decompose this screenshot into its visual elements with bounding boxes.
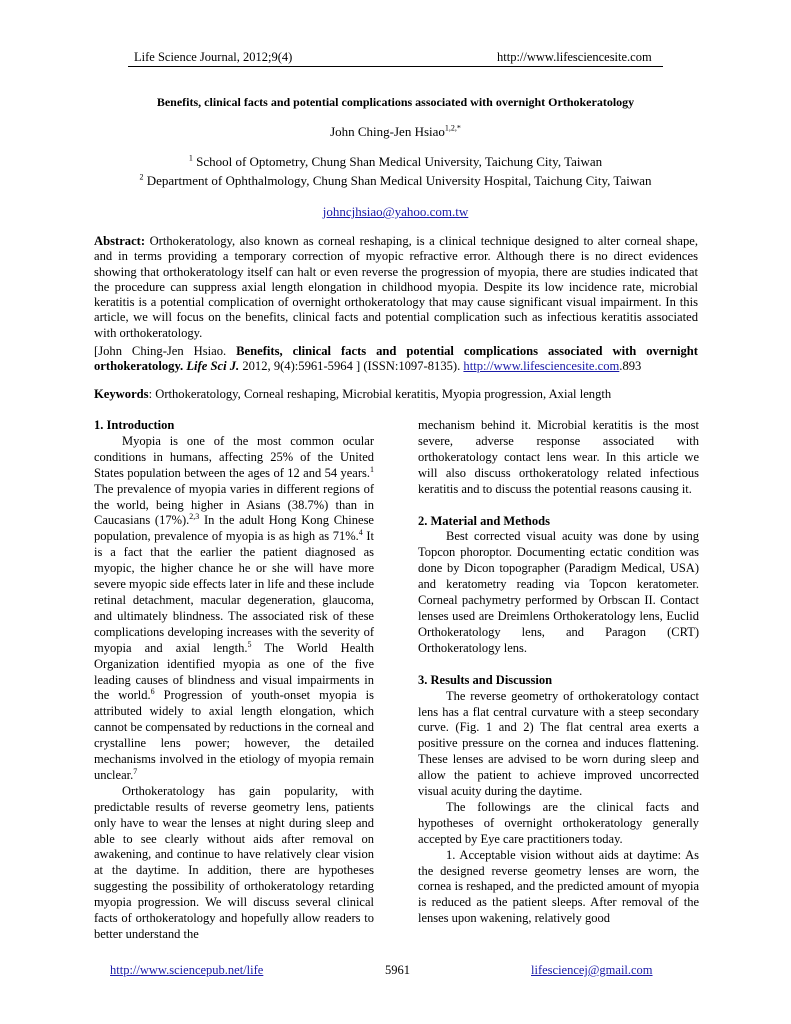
intro-paragraph-1: Myopia is one of the most common ocular conditions in humans, affecting 25% of the United States population between the ages of 12 and 54 years.$^1$ The prevalence of myopia varies in different regions of the world, being higher in Asians (38.7%) than in Caucasians (17%).$^{2,3}$ In the adult Hong Kong Chinese population, prevalence of myopia is as high as 71%.$^4$ It is a fact that the earlier the patient diagnosed as myopic, the higher chance he or she will have more severe myopic side effects later in life and these include retinal detachment, macular degeneration, glaucoma, and ultimately blindness. The associated risk of these complications developing increases with the severity of myopia and axial length.$^5$ The World Health Organization identified myopia as one of the five leading causes of blindness and visual impairments in the world.$^6$ Progression of youth-onset myopia is attributed widely to axial length elongation, which cannot be compensated by reductions in the corneal and crystalline lens power; however, the detailed mechanisms involved in the etiology of myopia remain unclear.$^7$ [94,433,375,782]
footer-email-link[interactable]: lifesciencej@gmail.com [531,963,653,977]
journal-header: Life Science Journal, 2012;9(4) [134,50,293,64]
left-column [94,418,374,943]
citation: [John Ching-Jen Hsiao. Benefits, clinical facts and potential complications associated with overnight orthokeratology. Life Sci J. 2012, 9(4):5961-5964 ] (ISSN:1097-8135). http://www.lifesciencesite.com.893 [94,344,698,374]
author-line [0,124,791,140]
author-email-link[interactable]: johncjhsiao@yahoo.com.tw [322,204,469,219]
results-paragraph-2: The followings are the clinical facts and hypotheses of overnight orthokeratology generally accepted by Eye care practitioners today. [418,799,699,846]
section-gap [418,498,699,514]
results-paragraph-1: The reverse geometry of orthokeratology contact lens has a flat central curvature with a steep secondary curve. (Fig. 1 and 2) The flat central area exerts a positive pressure on the cornea and induces flattening. These lenses are advised to be worn during sleep and allow the patient to achieve improved uncorrected visual acuity during the daytime. [418,688,699,799]
keywords-text: : Orthokeratology, Corneal reshaping, Microbial keratitis, Myopia progression, Axial length [148,387,612,401]
header-divider [128,66,663,67]
affiliation-2: $^2$ Department of Ophthalmology, Chung Shan Medical University Hospital, Taichung City, Taiwan [139,172,652,188]
results-heading: 3. Results and Discussion [418,672,553,687]
author-sup: 1,2,* [444,123,461,133]
intro-paragraph-2: Orthokeratology has gain popularity, with predictable results of reverse geometry lens, patients only have to wear the lenses at night during sleep and able to see clearly without aids after removal on awakening, and continue to have relatively clear vision at the daytime. In addition, there are hypotheses suggesting the possibility of orthokeratology retarding myopia progression. We will discuss several clinical facts of orthokeratology and hopefully allow readers to better understand the [94,783,374,941]
abstract [94,234,698,341]
affiliation-1: $^1$ School of Optometry, Chung Shan Medical University, Taichung City, Taiwan [188,153,603,169]
paper-title: Benefits, clinical facts and potential complications associated with overnight Orthokeratology [156,95,635,109]
intro-paragraph-2-continued: mechanism behind it. Microbial keratitis is the most severe, adverse response associated with orthokeratology contact lens wear. In this article we will also discuss orthokeratology related infectious keratitis and to discuss the potential reasons causing it. [418,418,699,496]
citation-title: Benefits, clinical facts and potential complications associated with overnight orthokeratology. [94,344,698,374]
page-number: 5961 [385,963,410,977]
keywords-label: Keywords [94,387,149,401]
results-paragraph-3: 1. Acceptable vision without aids at daytime: As the designed reverse geometry lenses are worn, the cornea is reshaped, and the predicted amount of myopia is reduced as the patient sleeps. After removal of the lenses upon wakening, relatively good [418,847,699,926]
methods-paragraph: Best corrected visual acuity was done by using Topcon phoroptor. Documenting ectatic condition was done by Dicon topographer (Paradigm Medical, USA) and keratometry reading via Topcon keratometer. Corneal pachymetry performed by Orbscan II. Contact lenses used are Dreimlens Orthokeratology lens, Euclid Orthokeratology lens, and Paragon (CRT) Orthokeratology lens. [418,529,699,655]
right-column [418,418,699,927]
citation-journal: Life Sci J. [186,359,240,374]
author-name: John Ching-Jen Hsiao [330,124,445,139]
section-gap [418,657,699,673]
email-line [0,204,791,220]
methods-heading: 2. Material and Methods [418,513,550,528]
keywords [94,387,698,402]
abstract-label: Abstract: [94,234,146,248]
abstract-text: Orthokeratology, also known as corneal reshaping, is a clinical technique designed to alter corneal shape, and in terms providing a temporary correction of myopic refractive error. Although there is no direct evidences showing that orthokeratology itself can halt or even reverse the progression of myopia, there are studies indicated that the procedure can suppress axial length elongation in childhood myopia. Despite its low incidence rate, microbial keratitis is a potential complication of overnight orthokeratology that may cause significant visual impairment. In this article, we will focus on the benefits, clinical facts and potential complication such as infectious keratitis associated with orthokeratology. [94,234,699,340]
footer-sciencepub-link[interactable]: http://www.sciencepub.net/life [110,963,264,977]
citation-link[interactable]: http://www.lifesciencesite.com [463,359,620,374]
header-url-link[interactable]: http://www.lifesciencesite.com [497,50,652,64]
intro-heading: 1. Introduction [94,418,175,432]
